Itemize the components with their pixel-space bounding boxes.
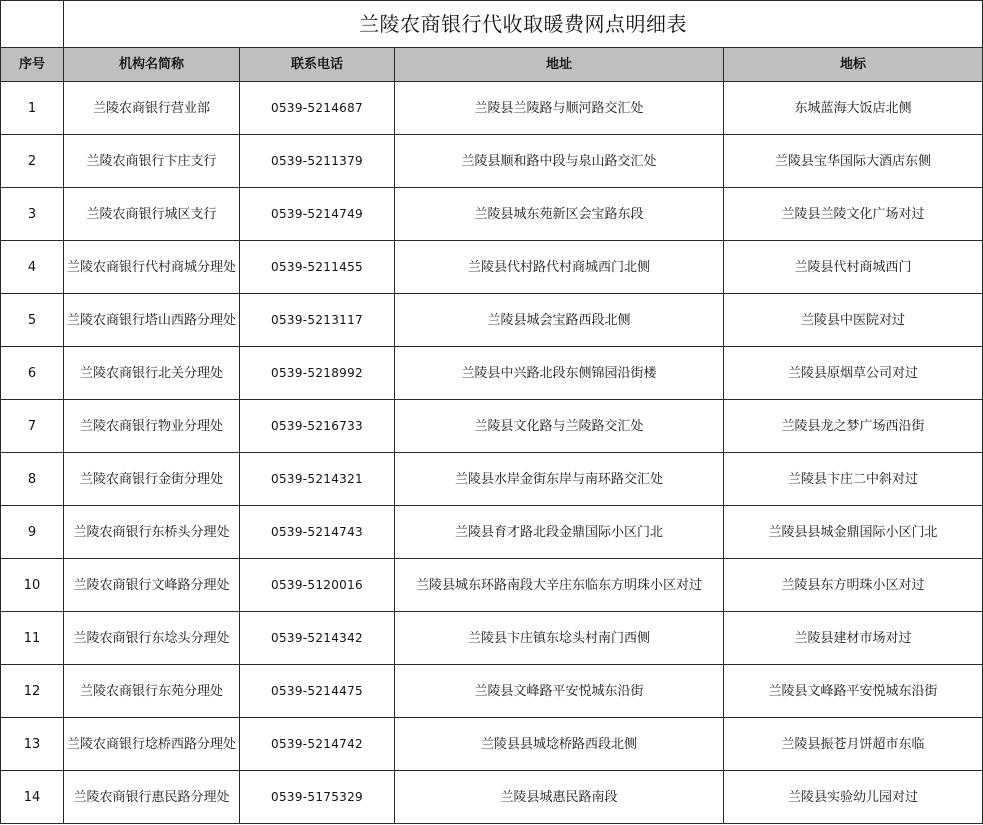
cell-phone: 0539-5214687 bbox=[240, 82, 395, 135]
title-blank-cell bbox=[0, 0, 64, 48]
cell-landmark: 兰陵县建材市场对过 bbox=[724, 612, 983, 665]
cell-landmark: 兰陵县龙之梦广场西沿街 bbox=[724, 400, 983, 453]
cell-phone: 0539-5213117 bbox=[240, 294, 395, 347]
cell-phone: 0539-5214742 bbox=[240, 718, 395, 771]
cell-landmark: 兰陵县中医院对过 bbox=[724, 294, 983, 347]
cell-address: 兰陵县育才路北段金鼎国际小区门北 bbox=[395, 506, 724, 559]
cell-phone: 0539-5214321 bbox=[240, 453, 395, 506]
header-phone: 联系电话 bbox=[240, 48, 395, 82]
cell-index: 6 bbox=[0, 347, 64, 400]
table-row bbox=[0, 771, 983, 824]
cell-phone: 0539-5218992 bbox=[240, 347, 395, 400]
cell-landmark: 兰陵县县城金鼎国际小区门北 bbox=[724, 506, 983, 559]
cell-index: 7 bbox=[0, 400, 64, 453]
cell-phone: 0539-5214743 bbox=[240, 506, 395, 559]
table-row bbox=[0, 241, 983, 294]
cell-landmark: 兰陵县东方明珠小区对过 bbox=[724, 559, 983, 612]
cell-index: 4 bbox=[0, 241, 64, 294]
cell-institution: 兰陵农商银行北关分理处 bbox=[64, 347, 240, 400]
cell-address: 兰陵县城东苑新区会宝路东段 bbox=[395, 188, 724, 241]
table-row bbox=[0, 400, 983, 453]
table-row bbox=[0, 294, 983, 347]
cell-institution: 兰陵农商银行代村商城分理处 bbox=[64, 241, 240, 294]
cell-address: 兰陵县县城埝桥路西段北侧 bbox=[395, 718, 724, 771]
cell-landmark: 兰陵县振苍月饼超市东临 bbox=[724, 718, 983, 771]
table-row bbox=[0, 453, 983, 506]
cell-institution: 兰陵农商银行塔山西路分理处 bbox=[64, 294, 240, 347]
cell-index: 13 bbox=[0, 718, 64, 771]
cell-address: 兰陵县城惠民路南段 bbox=[395, 771, 724, 824]
cell-address: 兰陵县水岸金街东岸与南环路交汇处 bbox=[395, 453, 724, 506]
cell-address: 兰陵县文峰路平安悦城东沿街 bbox=[395, 665, 724, 718]
cell-address: 兰陵县顺和路中段与泉山路交汇处 bbox=[395, 135, 724, 188]
cell-index: 2 bbox=[0, 135, 64, 188]
header-row bbox=[0, 48, 983, 82]
cell-index: 10 bbox=[0, 559, 64, 612]
cell-landmark: 兰陵县卞庄二中斜对过 bbox=[724, 453, 983, 506]
cell-institution: 兰陵农商银行惠民路分理处 bbox=[64, 771, 240, 824]
cell-phone: 0539-5214342 bbox=[240, 612, 395, 665]
cell-phone: 0539-5211455 bbox=[240, 241, 395, 294]
cell-address: 兰陵县卞庄镇东埝头村南门西侧 bbox=[395, 612, 724, 665]
cell-landmark: 东城蓝海大饭店北侧 bbox=[724, 82, 983, 135]
cell-landmark: 兰陵县原烟草公司对过 bbox=[724, 347, 983, 400]
cell-institution: 兰陵农商银行物业分理处 bbox=[64, 400, 240, 453]
cell-institution: 兰陵农商银行埝桥西路分理处 bbox=[64, 718, 240, 771]
cell-landmark: 兰陵县代村商城西门 bbox=[724, 241, 983, 294]
cell-index: 11 bbox=[0, 612, 64, 665]
cell-phone: 0539-5120016 bbox=[240, 559, 395, 612]
cell-landmark: 兰陵县文峰路平安悦城东沿街 bbox=[724, 665, 983, 718]
header-institution: 机构名简称 bbox=[64, 48, 240, 82]
cell-index: 12 bbox=[0, 665, 64, 718]
table-row bbox=[0, 559, 983, 612]
cell-address: 兰陵县城东环路南段大辛庄东临东方明珠小区对过 bbox=[395, 559, 724, 612]
cell-institution: 兰陵农商银行营业部 bbox=[64, 82, 240, 135]
cell-phone: 0539-5211379 bbox=[240, 135, 395, 188]
cell-institution: 兰陵农商银行城区支行 bbox=[64, 188, 240, 241]
cell-institution: 兰陵农商银行文峰路分理处 bbox=[64, 559, 240, 612]
cell-address: 兰陵县兰陵路与顺河路交汇处 bbox=[395, 82, 724, 135]
table-row bbox=[0, 82, 983, 135]
title-row bbox=[0, 0, 983, 48]
cell-index: 9 bbox=[0, 506, 64, 559]
cell-index: 3 bbox=[0, 188, 64, 241]
cell-phone: 0539-5214749 bbox=[240, 188, 395, 241]
cell-phone: 0539-5214475 bbox=[240, 665, 395, 718]
cell-phone: 0539-5175329 bbox=[240, 771, 395, 824]
table-row bbox=[0, 612, 983, 665]
table-row bbox=[0, 718, 983, 771]
cell-address: 兰陵县代村路代村商城西门北侧 bbox=[395, 241, 724, 294]
table-row bbox=[0, 188, 983, 241]
cell-landmark: 兰陵县实验幼儿园对过 bbox=[724, 771, 983, 824]
header-address: 地址 bbox=[395, 48, 724, 82]
table-row bbox=[0, 347, 983, 400]
cell-institution: 兰陵农商银行卞庄支行 bbox=[64, 135, 240, 188]
cell-institution: 兰陵农商银行东桥头分理处 bbox=[64, 506, 240, 559]
cell-institution: 兰陵农商银行东苑分理处 bbox=[64, 665, 240, 718]
cell-phone: 0539-5216733 bbox=[240, 400, 395, 453]
cell-index: 1 bbox=[0, 82, 64, 135]
table-title: 兰陵农商银行代收取暖费网点明细表 bbox=[64, 0, 983, 48]
table-row bbox=[0, 665, 983, 718]
cell-address: 兰陵县城会宝路西段北侧 bbox=[395, 294, 724, 347]
cell-institution: 兰陵农商银行金街分理处 bbox=[64, 453, 240, 506]
cell-index: 14 bbox=[0, 771, 64, 824]
header-index: 序号 bbox=[0, 48, 64, 82]
cell-institution: 兰陵农商银行东埝头分理处 bbox=[64, 612, 240, 665]
table-row bbox=[0, 506, 983, 559]
cell-address: 兰陵县文化路与兰陵路交汇处 bbox=[395, 400, 724, 453]
table-row bbox=[0, 135, 983, 188]
cell-landmark: 兰陵县兰陵文化广场对过 bbox=[724, 188, 983, 241]
cell-index: 5 bbox=[0, 294, 64, 347]
cell-address: 兰陵县中兴路北段东侧锦园沿街楼 bbox=[395, 347, 724, 400]
header-landmark: 地标 bbox=[724, 48, 983, 82]
cell-landmark: 兰陵县宝华国际大酒店东侧 bbox=[724, 135, 983, 188]
cell-index: 8 bbox=[0, 453, 64, 506]
